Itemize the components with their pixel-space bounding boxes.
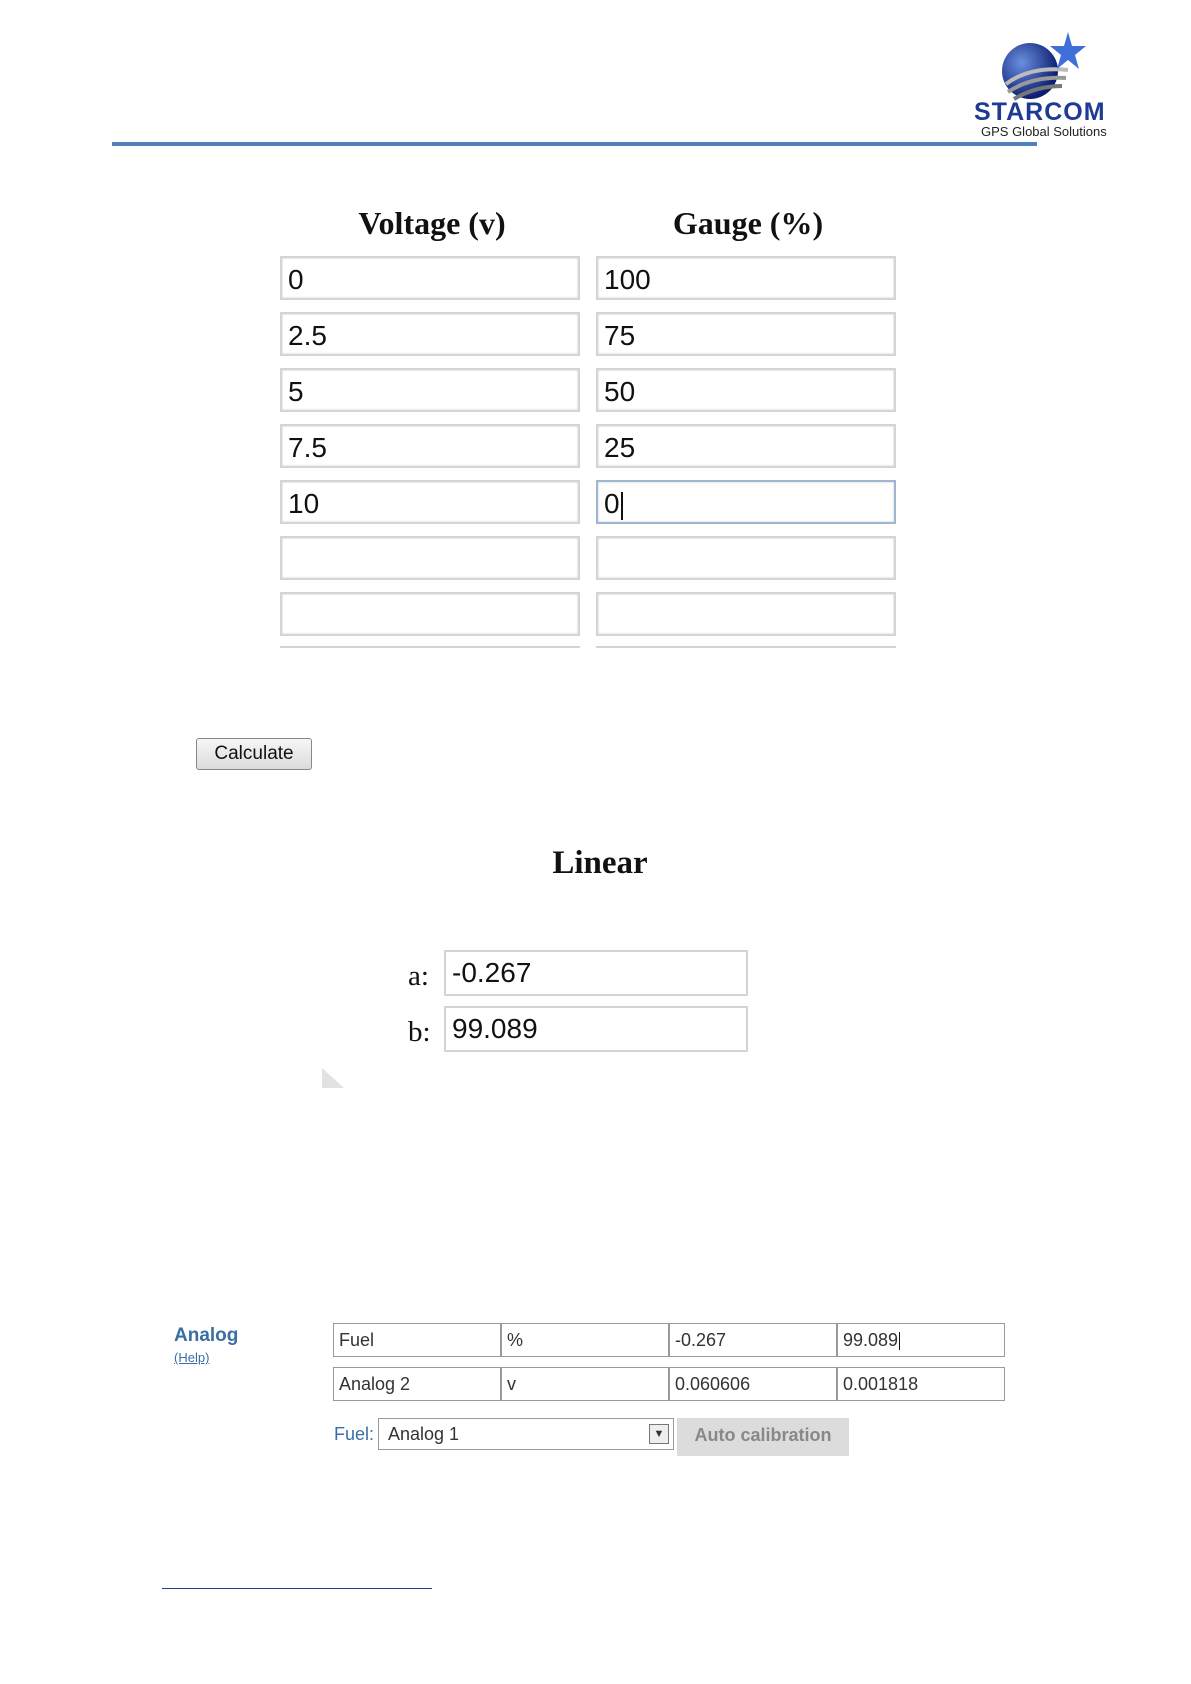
fuel-source-select[interactable] — [378, 1418, 674, 1450]
gauge-input-5[interactable] — [596, 480, 896, 524]
analog-row-2-name[interactable]: Analog 2 — [333, 1367, 501, 1401]
analog-row-1-unit[interactable]: % — [501, 1323, 669, 1357]
voltage-input-4[interactable]: 7.5 — [280, 424, 580, 468]
voltage-input-6[interactable] — [280, 536, 580, 580]
header-divider — [112, 142, 1037, 146]
voltage-input-1[interactable]: 0 — [280, 256, 580, 300]
analog-row-1-a[interactable]: -0.267 — [669, 1323, 837, 1357]
voltage-input-2[interactable]: 2.5 — [280, 312, 580, 356]
fuel-source-value: Analog 1 — [388, 1424, 460, 1444]
analog-row-2-unit[interactable]: v — [501, 1367, 669, 1401]
gauge-input-5-value: 0 — [604, 488, 620, 519]
gauge-input-2[interactable]: 75 — [596, 312, 896, 356]
starcom-logo — [968, 26, 1138, 141]
analog-row-2-a[interactable]: 0.060606 — [669, 1367, 837, 1401]
auto-calibration-button[interactable]: Auto calibration — [677, 1418, 849, 1456]
gauge-input-7[interactable] — [596, 592, 896, 636]
analog-row-1-name[interactable]: Fuel — [333, 1323, 501, 1357]
chevron-down-icon[interactable]: ▼ — [649, 1424, 669, 1444]
coef-a-field[interactable]: -0.267 — [444, 950, 748, 996]
gauge-input-1[interactable]: 100 — [596, 256, 896, 300]
resize-handle-icon[interactable] — [322, 1068, 344, 1088]
voltage-input-7[interactable] — [280, 592, 580, 636]
gauge-input-6[interactable] — [596, 536, 896, 580]
voltage-input-cutoff — [280, 646, 580, 654]
analog-row-2-b[interactable]: 0.001818 — [837, 1367, 1005, 1401]
coef-b-label: b: — [408, 1016, 431, 1048]
text-caret-small — [899, 1332, 900, 1350]
analog-row-1-b[interactable] — [837, 1323, 1005, 1357]
voltage-column-header: Voltage (v) — [358, 205, 506, 241]
footnote-divider — [162, 1588, 432, 1589]
globe-star-icon — [968, 26, 1138, 106]
voltage-input-5[interactable]: 10 — [280, 480, 580, 524]
analog-row-1-b-value: 99.089 — [843, 1330, 899, 1350]
gauge-column-header: Gauge (%) — [672, 205, 824, 241]
fuel-label: Fuel: — [334, 1424, 375, 1444]
calculate-button[interactable]: Calculate — [196, 738, 312, 770]
analog-title: Analog — [174, 1325, 239, 1346]
text-caret — [621, 492, 623, 520]
brand-name: STARCOM — [974, 98, 1106, 126]
voltage-input-3[interactable]: 5 — [280, 368, 580, 412]
coef-a-label: a: — [408, 960, 429, 992]
help-link[interactable]: (Help) — [174, 1350, 210, 1365]
coef-b-field[interactable]: 99.089 — [444, 1006, 748, 1052]
gauge-input-cutoff — [596, 646, 896, 654]
brand-tagline: GPS Global Solutions — [981, 124, 1107, 139]
gauge-input-4[interactable]: 25 — [596, 424, 896, 468]
result-title: Linear — [552, 845, 648, 881]
gauge-input-3[interactable]: 50 — [596, 368, 896, 412]
